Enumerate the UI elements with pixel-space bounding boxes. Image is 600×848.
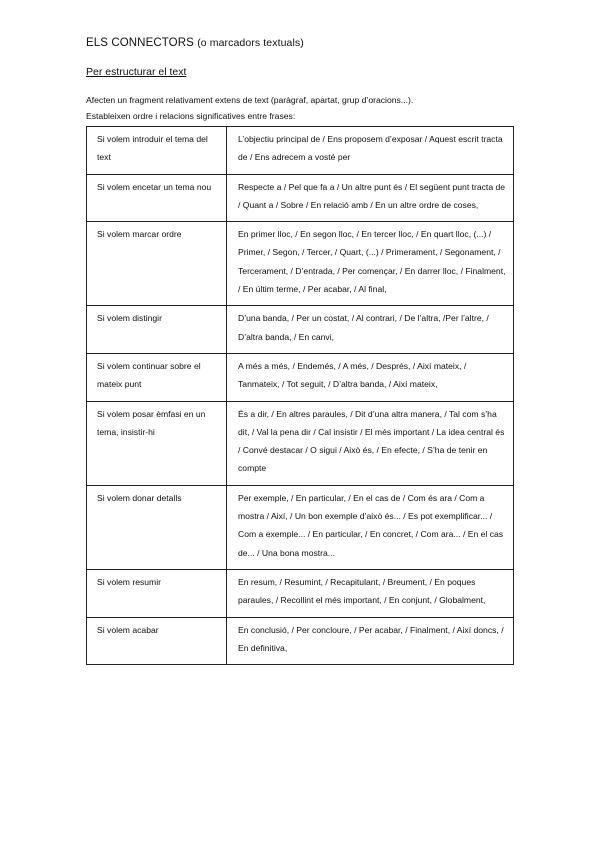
table-row [87, 222, 514, 306]
row-connectors: D’una banda, / Per un costat, / Al contrari, / De l’altra, /Per l’altre, / D’altra banda, / En canvi, [227, 306, 514, 354]
row-connectors: És a dir, / En altres paraules, / Dit d’una altra manera, / Tal com s’ha dit, / Val la pena dir / Cal insistir / El més important / La idea central és / Convé destacar / O sigui / Això és, / En efecte, / S’ha de tenir en compte [227, 401, 514, 485]
row-label: Si volem introduir el tema del text [87, 127, 227, 175]
row-label: Si volem acabar [87, 617, 227, 665]
row-label: Si volem continuar sobre el mateix punt [87, 353, 227, 401]
connectors-table [86, 126, 514, 665]
intro-paragraph [86, 92, 526, 124]
row-connectors: Per exemple, / En particular, / En el cas de / Com és ara / Com a mostra / Així, / Un bon exemple d’això és... / Es pot exemplificar... / Com a exemple... / En particular, / En concret, / Com ara... / En el cas de... / Una bona mostra... [227, 485, 514, 569]
row-label: Si volem donar detalls [87, 485, 227, 569]
document-title-main: ELS CONNECTORS [86, 37, 194, 49]
row-connectors: Respecte a / Pel que fa a / Un altre punt és / El següent punt tracta de / Quant a / Sobre / En relació amb / En un altre ordre de coses, [227, 174, 514, 222]
intro-line-2: Estableixen ordre i relacions significatives entre frases: [86, 111, 296, 121]
row-connectors: En conclusió, / Per concloure, / Per acabar, / Finalment, / Així doncs, / En definitiva, [227, 617, 514, 665]
row-label: Si volem resumir [87, 569, 227, 617]
document-title-subtitle: (o marcadors textuals) [197, 37, 304, 49]
row-label: Si volem marcar ordre [87, 222, 227, 306]
row-connectors: En resum, / Resumint, / Recapitulant, / Breument, / En poques paraules, / Recollint el més important, / En conjunt, / Globalment, [227, 569, 514, 617]
section-heading: Per estructurar el text [86, 66, 187, 78]
table-row [87, 353, 514, 401]
row-label: Si volem distingir [87, 306, 227, 354]
row-label: Si volem posar èmfasi en un tema, insistir-hi [87, 401, 227, 485]
row-connectors: L’objectiu principal de / Ens proposem d’exposar / Aquest escrit tracta de / Ens adrecem a vosté per [227, 127, 514, 175]
table-row [87, 127, 514, 175]
row-connectors: A més a més, / Endemés, / A més, / Després, / Així mateix, / Tanmateix, / Tot seguit, / D’altra banda, / Així mateix, [227, 353, 514, 401]
intro-line-1: Afecten un fragment relativament extens de text (paràgraf, apartat, grup d’oracions...). [86, 95, 414, 105]
row-label: Si volem encetar un tema nou [87, 174, 227, 222]
table-row [87, 617, 514, 665]
row-connectors: En primer lloc, / En segon lloc, / En tercer lloc, / En quart lloc, (...) / Primer, / Segon, / Tercer, / Quart, (...) / Primerament, / Segonament, / Tercerament, / D’entrada, / Per començar, / En darrer lloc, / Finalment, / En últim terme, / Per acabar, / Al final, [227, 222, 514, 306]
document-title [86, 37, 304, 49]
table-row [87, 485, 514, 569]
table-row [87, 306, 514, 354]
table-row [87, 174, 514, 222]
table-row [87, 401, 514, 485]
table-row [87, 569, 514, 617]
